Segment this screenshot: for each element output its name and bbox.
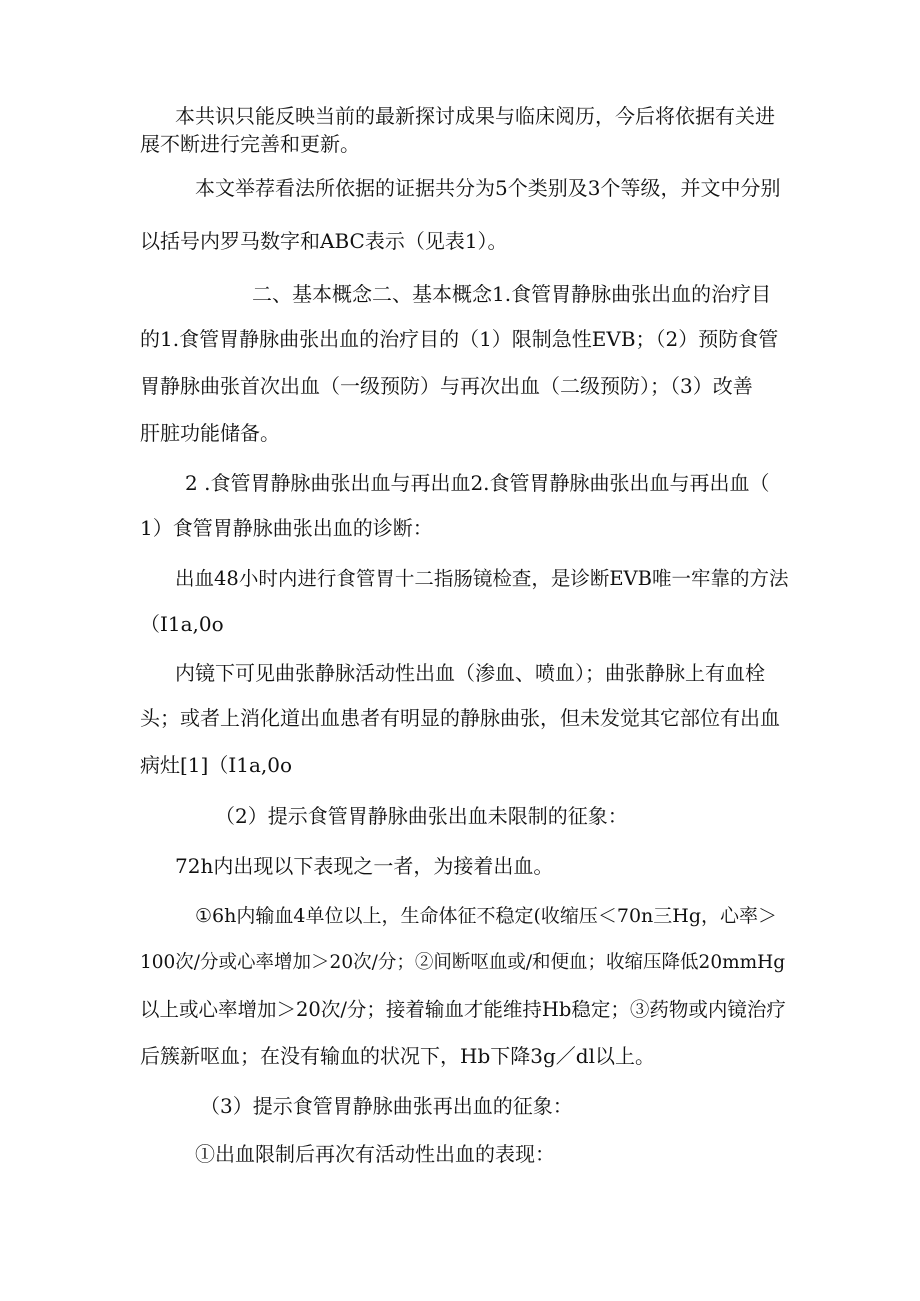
paragraph-11-line-1: ①出血限制后再次有活动性出血的表现：: [195, 1142, 555, 1166]
paragraph-10-line-1: （3）提示食管胃静脉曲张再出血的征象：: [200, 1094, 573, 1118]
paragraph-6-line-1: 内镜下可见曲张静脉活动性出血（渗血、喷血）；曲张静脉上有血栓: [175, 661, 765, 685]
paragraph-9-line-1: ①6h内输血4单位以上，生命体征不稳定(收缩压＜70n三Hg，心率＞: [195, 905, 778, 927]
paragraph-7-line-1: （2）提示食管胃静脉曲张出血未限制的征象：: [215, 804, 628, 828]
paragraph-8-line-1: 72h内出现以下表现之一者，为接着出血。: [175, 854, 554, 878]
paragraph-4-line-1: 2 .食管胃静脉曲张出血与再出血2.食管胃静脉曲张出血与再出血（: [185, 471, 770, 495]
paragraph-5-line-1: 出血48小时内进行食管胃十二指肠镜检查，是诊断EVB唯一牢靠的方法: [175, 567, 789, 590]
paragraph-1-line-1: 本共识只能反映当前的最新探讨成果与临床阅历，今后将依据有关进: [175, 104, 775, 128]
paragraph-6-line-3: 病灶[1]（I1a,0o: [140, 753, 293, 777]
paragraph-3-line-2: 的1.食管胃静脉曲张出血的治疗目的（1）限制急性EVB；（2）预防食管: [140, 327, 779, 351]
paragraph-3-line-1: 二、基本概念二、基本概念1.食管胃静脉曲张出血的治疗目: [252, 282, 772, 306]
paragraph-2-line-2: 以括号内罗马数字和ABC表示（见表1）。: [140, 229, 508, 253]
paragraph-1-line-2: 展不断进行完善和更新。: [140, 132, 360, 156]
paragraph-6-line-2: 头；或者上消化道出血患者有明显的静脉曲张，但未发觉其它部位有出血: [140, 706, 780, 730]
paragraph-9-line-3: 以上或心率增加＞20次/分；接着输血才能维持Hb稳定；③药物或内镜治疗: [140, 998, 786, 1021]
paragraph-5-line-2: （I1a,0o: [140, 612, 224, 636]
paragraph-9-line-4: 后簇新呕血；在没有输血的状况下，Hb下降3g／dl以上。: [140, 1044, 655, 1068]
paragraph-4-line-2: 1）食管胃静脉曲张出血的诊断：: [140, 516, 433, 540]
paragraph-3-line-3: 胃静脉曲张首次出血（一级预防）与再次出血（二级预防）；（3）改善: [140, 374, 753, 398]
paragraph-2-line-1: 本文举荐看法所依据的证据共分为5个类别及3个等级，并文中分别: [195, 176, 781, 200]
paragraph-3-line-4: 肝脏功能储备。: [140, 421, 280, 445]
paragraph-9-line-2: 100次/分或心率增加＞20次/分；②间断呕血或/和便血；收缩压降低20mmHg: [140, 952, 786, 973]
